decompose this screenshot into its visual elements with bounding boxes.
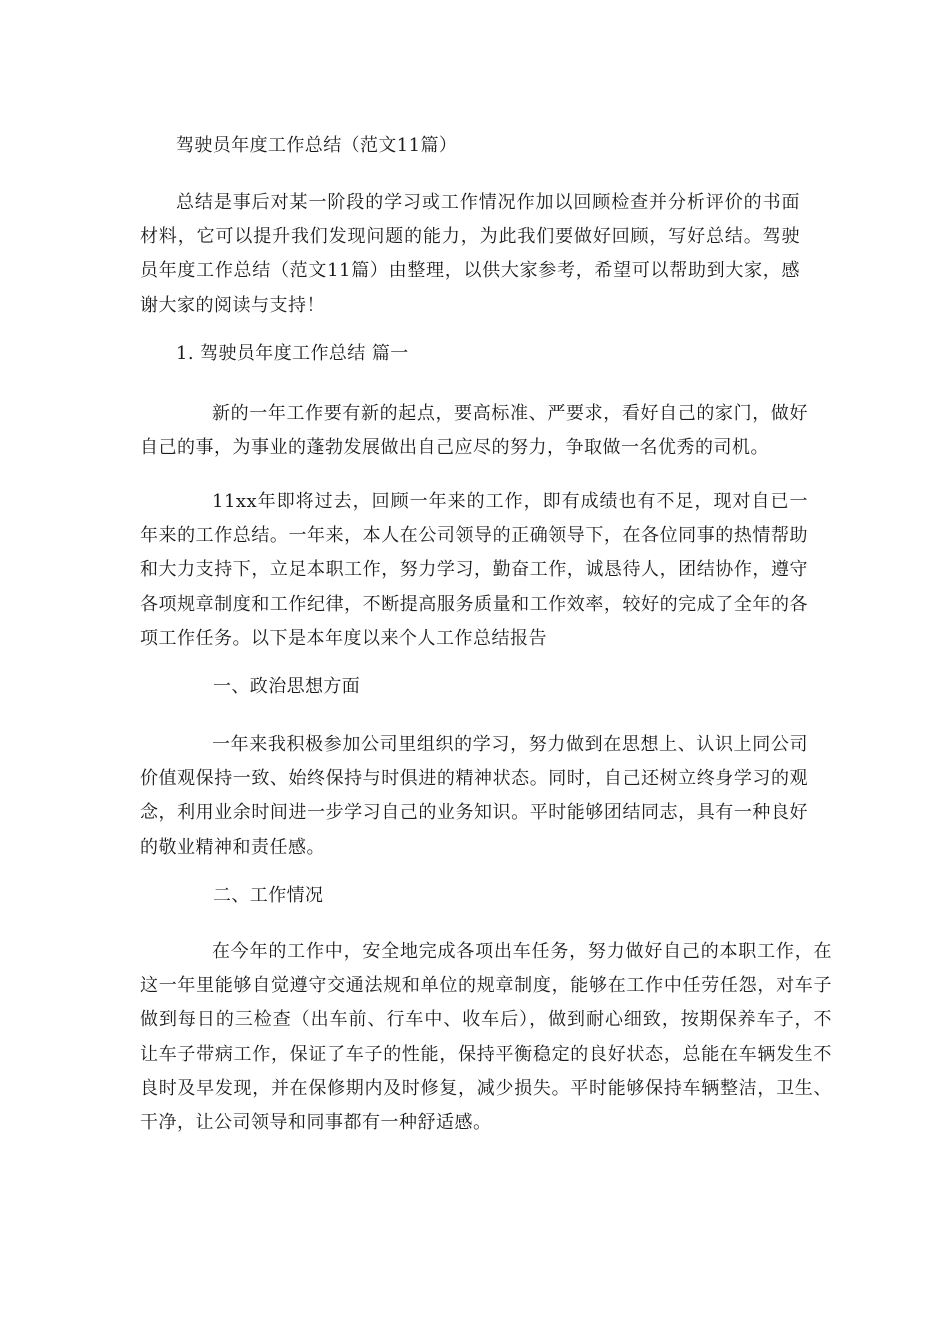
heading-work: 二、工作情况 <box>213 885 324 906</box>
intro-paragraph: 总结是事后对某一阶段的学习或工作情况作加以回顾检查并分析评价的书面材料，它可以提升我们发现问题的能力，为此我们要做好回顾，写好总结。驾驶员年度工作总结（范文11篇）由整理，以供大家参考，希望可以帮助到大家，感谢大家的阅读与支持！ <box>140 192 800 316</box>
section-heading: 1. 驾驶员年度工作总结 篇一 <box>176 343 409 364</box>
work-paragraph: 在今年的工作中，安全地完成各项出车任务，努力做好自己的本职工作，在这一年里能够自觉遵守交通法规和单位的规章制度，能够在工作中任劳任怨，对车子做到每日的三检查（出车前、行车中、收车后），做到耐心细致，按期保养车子，不让车子带病工作，保证了车子的性能，保持平衡稳定的良好状态，总能在车辆发生不良时及早发现，并在保修期内及时修复，减少损失。平时能够保持车辆整洁，卫生、干净，让公司领导和同事都有一种舒适感。 <box>140 941 832 1134</box>
heading-politics: 一、政治思想方面 <box>213 676 361 697</box>
politics-paragraph: 一年来我积极参加公司里组织的学习，努力做到在思想上、认识上同公司价值观保持一致、始终保持与时俱进的精神状态。同时，自己还树立终身学习的观念，利用业余时间进一步学习自己的业务知识。平时能够团结同志，具有一种良好的敬业精神和责任感。 <box>140 734 808 858</box>
body-paragraph-2: 11xx年即将过去，回顾一年来的工作，即有成绩也有不足，现对自已一年来的工作总结。一年来，本人在公司领导的正确领导下，在各位同事的热情帮助和大力支持下，立足本职工作，努力学习，勤奋工作，诚恳待人，团结协作，遵守各项规章制度和工作纪律，不断提高服务质量和工作效率，较好的完成了全年的各项工作任务。以下是本年度以来个人工作总结报告 <box>140 491 808 649</box>
body-paragraph-1: 新的一年工作要有新的起点，要高标准、严要求，看好自己的家门，做好自己的事，为事业的蓬勃发展做出自己应尽的努力，争取做一名优秀的司机。 <box>140 403 808 459</box>
document-title: 驾驶员年度工作总结（范文11篇） <box>176 135 458 156</box>
